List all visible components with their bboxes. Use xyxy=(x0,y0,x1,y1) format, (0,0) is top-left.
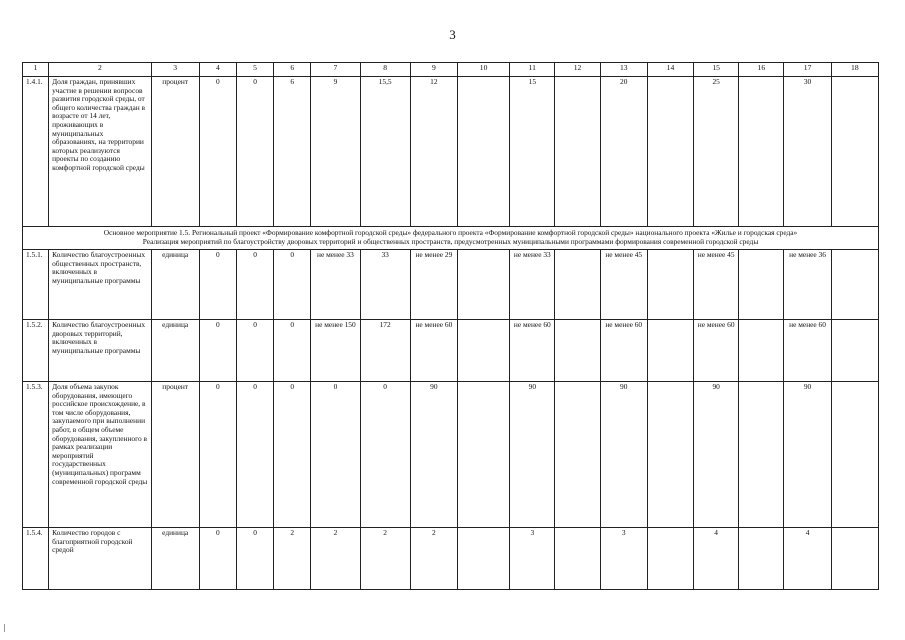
value-cell xyxy=(831,528,878,590)
row-id: 1.5.4. xyxy=(23,528,49,590)
header-cell: 18 xyxy=(831,63,878,77)
value-cell xyxy=(647,250,693,320)
value-cell xyxy=(739,382,784,528)
header-cell: 10 xyxy=(457,63,509,77)
value-cell xyxy=(739,320,784,382)
row-id: 1.5.1. xyxy=(23,250,49,320)
value-cell: 25 xyxy=(694,77,739,227)
value-cell xyxy=(739,528,784,590)
section-subtitle: Реализация мероприятий по благоустройству дворовых территорий и общественных пространств, предусмотренных муниципальными программами формирования современной городской среды xyxy=(142,237,759,246)
value-cell: 90 xyxy=(510,382,555,528)
section-cell xyxy=(23,227,879,250)
value-cell: не менее 60 xyxy=(510,320,555,382)
header-cell: 15 xyxy=(694,63,739,77)
header-cell: 7 xyxy=(311,63,360,77)
value-cell: 90 xyxy=(600,382,647,528)
unit-cell: процент xyxy=(151,77,199,227)
row-id: 1.5.2. xyxy=(23,320,49,382)
header-cell: 5 xyxy=(236,63,273,77)
table-row xyxy=(23,320,879,382)
value-cell: 0 xyxy=(236,250,273,320)
value-cell xyxy=(739,250,784,320)
value-cell: 172 xyxy=(360,320,410,382)
value-cell: 0 xyxy=(199,77,236,227)
indicator-name: Доля граждан, принявших участие в решении вопросов развития городской среды, от общего количества граждан в возрасте от 14 лет, проживающих в муниципальных образованиях, на территории которых реализуются проекты по созданию комфортной городской среды xyxy=(49,77,151,227)
table-row xyxy=(23,250,879,320)
value-cell: 0 xyxy=(360,382,410,528)
value-cell: 90 xyxy=(410,382,457,528)
value-cell: не менее 60 xyxy=(694,320,739,382)
value-cell: 2 xyxy=(274,528,311,590)
row-id: 1.4.1. xyxy=(23,77,49,227)
header-cell: 14 xyxy=(647,63,693,77)
value-cell xyxy=(457,77,509,227)
value-cell: 12 xyxy=(410,77,457,227)
value-cell: не менее 150 xyxy=(311,320,360,382)
scan-mark xyxy=(4,624,8,632)
value-cell xyxy=(647,528,693,590)
unit-cell: единица xyxy=(151,250,199,320)
value-cell xyxy=(831,250,878,320)
value-cell: 15 xyxy=(510,77,555,227)
value-cell: не менее 45 xyxy=(600,250,647,320)
value-cell: не менее 60 xyxy=(600,320,647,382)
row-id: 1.5.3. xyxy=(23,382,49,528)
header-row xyxy=(23,63,879,77)
value-cell: 0 xyxy=(311,382,360,528)
value-cell: 0 xyxy=(274,382,311,528)
value-cell: 0 xyxy=(274,320,311,382)
value-cell: не менее 33 xyxy=(311,250,360,320)
value-cell: 0 xyxy=(274,250,311,320)
section-title: Основное мероприятие 1.5. Региональный проект «Формирование комфортной городской среды» федерального проекта «Формирование комфортной городской среды» национального проекта «Жилье и городская среда» xyxy=(103,228,798,237)
value-cell xyxy=(555,528,600,590)
header-cell: 4 xyxy=(199,63,236,77)
value-cell: 90 xyxy=(784,382,831,528)
header-cell: 11 xyxy=(510,63,555,77)
value-cell: не менее 29 xyxy=(410,250,457,320)
value-cell xyxy=(555,320,600,382)
value-cell xyxy=(555,250,600,320)
header-cell: 2 xyxy=(49,63,151,77)
value-cell: 0 xyxy=(199,382,236,528)
unit-cell: процент xyxy=(151,382,199,528)
value-cell xyxy=(739,77,784,227)
value-cell xyxy=(831,77,878,227)
value-cell: 3 xyxy=(510,528,555,590)
unit-cell: единица xyxy=(151,320,199,382)
value-cell: 2 xyxy=(410,528,457,590)
value-cell xyxy=(457,382,509,528)
indicator-name: Количество благоустроенных общественных пространств, включенных в муниципальные программы xyxy=(49,250,151,320)
indicators-table xyxy=(22,62,879,590)
value-cell: не менее 33 xyxy=(510,250,555,320)
value-cell xyxy=(457,320,509,382)
value-cell: 30 xyxy=(784,77,831,227)
value-cell: 15,5 xyxy=(360,77,410,227)
indicator-name: Количество городов с благоприятной городской средой xyxy=(49,528,151,590)
value-cell xyxy=(647,320,693,382)
value-cell xyxy=(647,382,693,528)
value-cell: 0 xyxy=(236,77,273,227)
value-cell: 4 xyxy=(784,528,831,590)
header-cell: 6 xyxy=(274,63,311,77)
unit-cell: единица xyxy=(151,528,199,590)
value-cell: 0 xyxy=(236,382,273,528)
value-cell xyxy=(457,250,509,320)
value-cell: 33 xyxy=(360,250,410,320)
value-cell: 9 xyxy=(311,77,360,227)
value-cell: 2 xyxy=(360,528,410,590)
value-cell: 0 xyxy=(199,320,236,382)
table-row xyxy=(23,77,879,227)
value-cell: 0 xyxy=(236,528,273,590)
value-cell xyxy=(555,77,600,227)
header-cell: 8 xyxy=(360,63,410,77)
value-cell: 0 xyxy=(199,528,236,590)
value-cell: 90 xyxy=(694,382,739,528)
value-cell: 20 xyxy=(600,77,647,227)
value-cell: 0 xyxy=(236,320,273,382)
value-cell: 3 xyxy=(600,528,647,590)
header-cell: 9 xyxy=(410,63,457,77)
value-cell: не менее 45 xyxy=(694,250,739,320)
value-cell: 2 xyxy=(311,528,360,590)
value-cell xyxy=(457,528,509,590)
indicator-name: Доля объема закупок оборудования, имеющего российское происхождение, в том числе оборудования, закупаемого при выполнении работ, в общем объеме оборудования, закупленного в рамках реализации мероприятий государственных (муниципальных) программ современной городской среды xyxy=(49,382,151,528)
header-cell: 13 xyxy=(600,63,647,77)
page-number: 3 xyxy=(449,27,456,42)
header-cell: 3 xyxy=(151,63,199,77)
value-cell: не менее 60 xyxy=(784,320,831,382)
value-cell xyxy=(831,382,878,528)
header-cell: 12 xyxy=(555,63,600,77)
header-cell: 17 xyxy=(784,63,831,77)
header-cell: 1 xyxy=(23,63,49,77)
indicator-name: Количество благоустроенных дворовых территорий, включенных в муниципальные программы xyxy=(49,320,151,382)
value-cell: 6 xyxy=(274,77,311,227)
section-row xyxy=(23,227,879,250)
value-cell xyxy=(831,320,878,382)
table-row xyxy=(23,382,879,528)
value-cell: не менее 60 xyxy=(410,320,457,382)
value-cell: не менее 36 xyxy=(784,250,831,320)
value-cell: 0 xyxy=(199,250,236,320)
value-cell: 4 xyxy=(694,528,739,590)
value-cell xyxy=(647,77,693,227)
value-cell xyxy=(555,382,600,528)
header-cell: 16 xyxy=(739,63,784,77)
table-row xyxy=(23,528,879,590)
